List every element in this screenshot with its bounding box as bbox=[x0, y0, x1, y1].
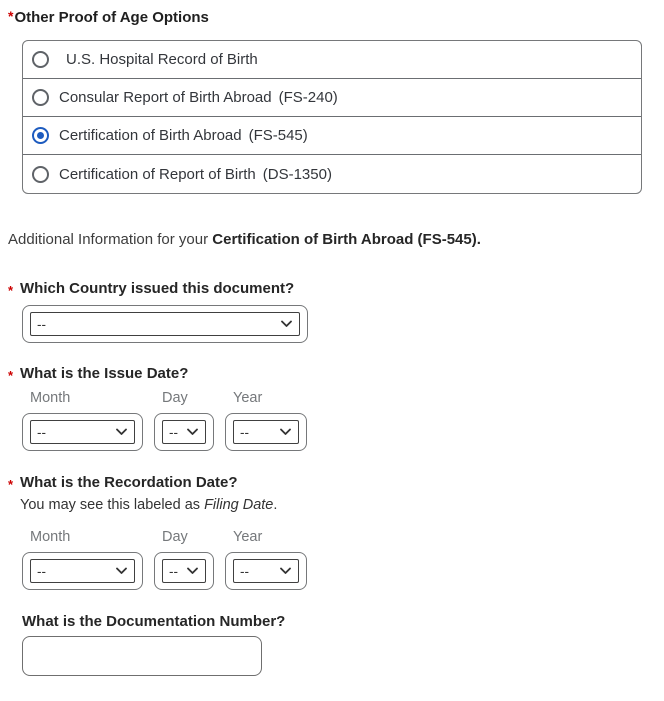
additional-info-prefix: Additional Information for your bbox=[8, 231, 213, 248]
recordation-year-select-wrapper bbox=[225, 552, 307, 590]
radio-button-icon[interactable] bbox=[32, 166, 49, 183]
day-label: Day bbox=[162, 529, 188, 545]
country-select[interactable] bbox=[30, 312, 300, 336]
additional-info-text bbox=[8, 231, 656, 249]
issue-day-select-wrapper bbox=[154, 413, 214, 451]
issue-date-question-text: What is the Issue Date? bbox=[20, 365, 189, 382]
issue-date-question-label bbox=[8, 365, 664, 383]
recordation-month-select[interactable] bbox=[30, 559, 135, 583]
recordation-date-field-labels bbox=[22, 529, 664, 546]
radio-option-us-hospital-record[interactable] bbox=[23, 41, 641, 79]
recordation-date-hint bbox=[20, 497, 664, 514]
issue-year-select[interactable] bbox=[233, 420, 299, 444]
recordation-date-question-label bbox=[8, 474, 664, 492]
recordation-month-select-wrapper bbox=[22, 552, 143, 590]
required-asterisk: * bbox=[8, 283, 14, 298]
hint-italic-term: Filing Date bbox=[204, 497, 274, 513]
radio-option-certification-report-ds1350[interactable] bbox=[23, 155, 641, 193]
hint-suffix: . bbox=[273, 497, 278, 513]
page-title-text: Other Proof of Age Options bbox=[14, 9, 209, 26]
documentation-number-question-label: What is the Documentation Number? bbox=[22, 613, 286, 630]
month-label: Month bbox=[30, 390, 71, 406]
radio-button-selected-icon[interactable] bbox=[32, 127, 49, 144]
issue-month-select-wrapper bbox=[22, 413, 143, 451]
year-label: Year bbox=[233, 390, 263, 406]
issue-date-selects bbox=[22, 413, 664, 451]
radio-button-icon[interactable] bbox=[32, 51, 49, 68]
required-asterisk: * bbox=[8, 8, 14, 24]
option-code: (FS-545) bbox=[248, 127, 308, 144]
page-title bbox=[8, 9, 664, 26]
required-asterisk: * bbox=[8, 477, 14, 492]
issue-day-select[interactable] bbox=[162, 420, 206, 444]
country-select-wrapper bbox=[22, 305, 308, 343]
radio-option-certification-birth-abroad-fs545[interactable] bbox=[23, 117, 641, 155]
recordation-date-selects bbox=[22, 552, 664, 590]
issue-date-field-labels bbox=[22, 390, 664, 407]
additional-info-document-name: Certification of Birth Abroad (FS-545). bbox=[212, 231, 481, 248]
option-code: (FS-240) bbox=[278, 89, 338, 106]
radio-option-consular-report-fs240[interactable] bbox=[23, 79, 641, 117]
proof-of-age-radio-group bbox=[22, 40, 642, 194]
issue-year-select-wrapper bbox=[225, 413, 307, 451]
month-label: Month bbox=[30, 529, 71, 545]
option-label: Consular Report of Birth Abroad bbox=[59, 89, 272, 106]
hint-prefix: You may see this labeled as bbox=[20, 497, 205, 513]
option-code: (DS-1350) bbox=[262, 165, 332, 183]
recordation-date-question-text: What is the Recordation Date? bbox=[20, 474, 238, 491]
documentation-number-input[interactable] bbox=[22, 636, 262, 676]
day-label: Day bbox=[162, 390, 188, 406]
recordation-day-select[interactable] bbox=[162, 559, 206, 583]
option-label: Certification of Birth Abroad bbox=[59, 127, 242, 144]
recordation-year-select[interactable] bbox=[233, 559, 299, 583]
issue-month-select[interactable] bbox=[30, 420, 135, 444]
country-question-text: Which Country issued this document? bbox=[20, 280, 295, 297]
radio-button-icon[interactable] bbox=[32, 89, 49, 106]
required-asterisk: * bbox=[8, 368, 14, 383]
country-question-label bbox=[8, 280, 664, 298]
option-label: U.S. Hospital Record of Birth bbox=[66, 51, 258, 68]
recordation-day-select-wrapper bbox=[154, 552, 214, 590]
year-label: Year bbox=[233, 529, 263, 545]
option-label: Certification of Report of Birth bbox=[59, 165, 256, 183]
